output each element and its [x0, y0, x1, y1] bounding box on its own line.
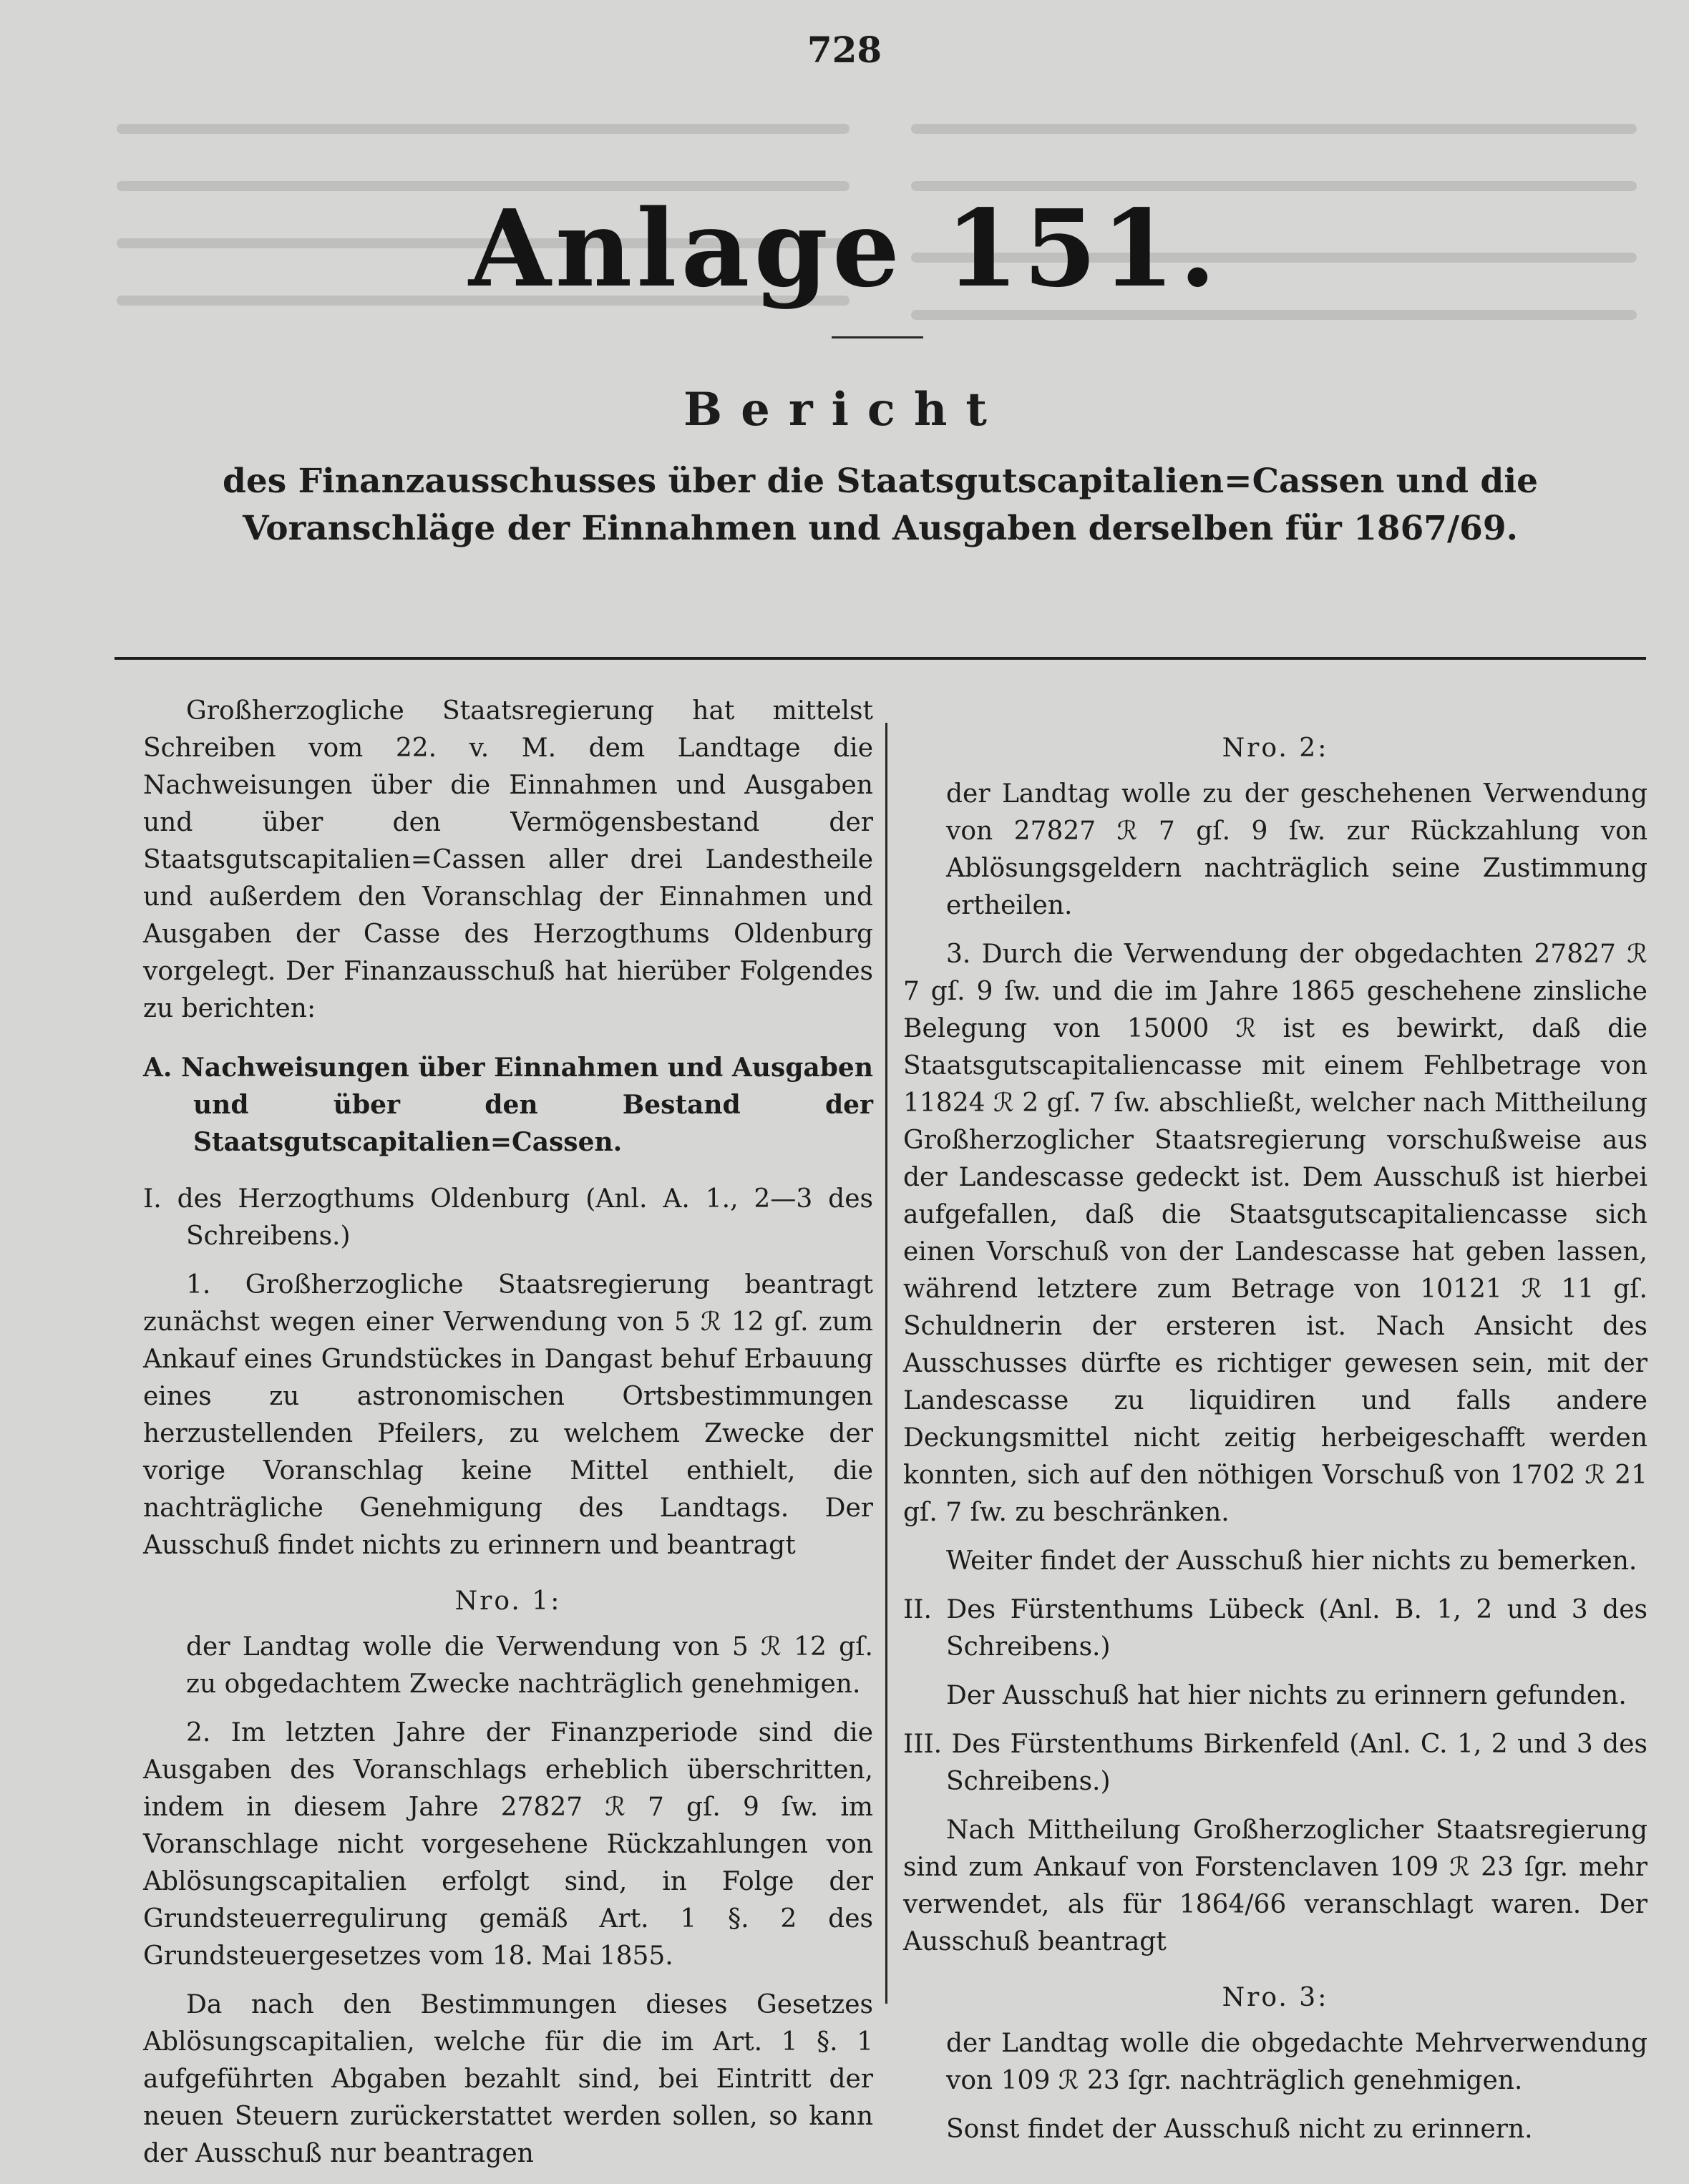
column-divider	[885, 723, 887, 2004]
closing-paragraph: Sonst findet der Ausschuß nicht zu erinnern.	[946, 2115, 1533, 2144]
left-column	[143, 693, 873, 2184]
section-lubeck-heading: II. Des Fürstenthums Lübeck (Anl. B. 1, 2 und 3 des Schreibens.)	[903, 1595, 1647, 1662]
paragraph-2-continued: Da nach den Bestimmungen dieses Gesetzes Ablösungscapitalien, welche für die im Art. 1 §. 1 aufgeführten Abgaben bezahlt sind, bei Eintritt der neuen Steuern zurückerstattet werden sollen, so kann der Ausschuß nur beantragen	[143, 1990, 873, 2168]
motion-1-heading: Nro. 1:	[454, 1586, 562, 1616]
paragraph-1: 1. Großherzogliche Staatsregierung beantragt zunächst wegen einer Verwendung von 5 ℛ 12 gſ. zum Ankauf eines Grundstückes in Dangast behuf Erbauung eines zu astronomischen Ortsbestimmungen herzustellenden Pfeilers, zu welchem Zwecke der vorige Voranschlag keine Mittel enthielt, die nachträgliche Genehmigung des Landtags. Der Ausschuß findet nichts zu erinnern und beantragt	[143, 1270, 873, 1560]
birkenfeld-paragraph: Nach Mittheilung Großherzoglicher Staatsregierung sind zum Ankauf von Forstenclaven 109 ℛ 23 ſgr. mehr verwendet, als für 1864/66 veranschlagt waren. Der Ausschuß beantragt	[903, 1815, 1647, 1956]
report-label: Bericht	[683, 383, 1006, 437]
paragraph-2: 2. Im letzten Jahre der Finanzperiode sind die Ausgaben des Voranschlags erheblich überschritten, indem in diesem Jahre 27827 ℛ 7 gſ. 9 ſw. im Voranschlage nicht vorgesehene Rückzahlungen von Ablösungscapitalien erfolgt sind, in Folge der Grundsteuerregulirung gemäß Art. 1 §. 2 des Grundsteuergesetzes vom 18. Mai 1855.	[143, 1718, 873, 1971]
right-column	[903, 730, 1647, 2160]
annex-title: Anlage 151.	[468, 186, 1221, 311]
lubeck-paragraph: Der Ausschuß hat hier nichts zu erinnern gefunden.	[946, 1681, 1627, 1710]
motion-1-text: der Landtag wolle die Verwendung von 5 ℛ 12 gſ. zu obgedachtem Zwecke nachträglich genehmigen.	[186, 1632, 873, 1699]
title-rule	[832, 336, 923, 338]
no-remark-paragraph: Weiter findet der Ausschuß hier nichts zu bemerken.	[946, 1546, 1637, 1576]
page-number: 728	[807, 29, 882, 71]
motion-2-heading: Nro. 2:	[1222, 733, 1329, 763]
motion-3-text: der Landtag wolle die obgedachte Mehrverwendung von 109 ℛ 23 ſgr. nachträglich genehmigen.	[946, 2029, 1647, 2095]
report-title: des Finanzausschusses über die Staatsgutscapitalien=Cassen und die Voranschläge der Einnahmen und Ausgaben derselben für 1867/69.	[223, 462, 1538, 548]
motion-2-text: der Landtag wolle zu der geschehenen Verwendung von 27827 ℛ 7 gſ. 9 ſw. zur Rückzahlung von Ablösungsgeldern nachträglich seine Zustimmung ertheilen.	[946, 779, 1647, 920]
motion-3-heading: Nro. 3:	[1222, 1983, 1329, 2012]
section-birkenfeld-heading: III. Des Fürstenthums Birkenfeld (Anl. C. 1, 2 und 3 des Schreibens.)	[903, 1730, 1647, 1796]
section-a-heading: A. Nachweisungen über Einnahmen und Ausgaben und über den Bestand der Staatsgutscapitalien=Cassen.	[143, 1053, 873, 1157]
intro-paragraph: Großherzogliche Staatsregierung hat mittelst Schreiben vom 22. v. M. dem Landtage die Nachweisungen über die Einnahmen und Ausgaben und über den Vermögensbestand der Staatsgutscapitalien=Cassen aller drei Landestheile und außerdem den Voranschlag der Einnahmen und Ausgaben der Casse des Herzogthums Oldenburg vorgelegt. Der Finanzausschuß hat hierüber Folgendes zu berichten:	[143, 696, 873, 1023]
paragraph-3: 3. Durch die Verwendung der obgedachten 27827 ℛ 7 gſ. 9 ſw. und die im Jahre 1865 geschehene zinsliche Belegung von 15000 ℛ ist es bewirkt, daß die Staatsgutscapitaliencasse mit einem Fehlbetrage von 11824 ℛ 2 gſ. 7 ſw. abschließt, welcher nach Mittheilung Großherzoglicher Staatsregierung vorschußweise aus der Landescasse gedeckt ist. Dem Ausschuß ist hierbei aufgefallen, daß die Staatsgutscapitaliencasse sich einen Vorschuß von der Landescasse hat geben lassen, während letztere zum Betrage von 10121 ℛ 11 gſ. Schuldnerin der ersteren ist. Nach Ansicht des Ausschusses dürfte es richtiger gewesen sein, mit der Landescasse zu liquidiren und falls andere Deckungsmittel nicht zeitig herbeigeschafft werden konnten, sich auf den nöthigen Vorschuß von 1702 ℛ 21 gſ. 7 ſw. zu beschränken.	[903, 940, 1647, 1527]
header-divider	[115, 657, 1646, 660]
section-oldenburg-heading: I. des Herzogthums Oldenburg (Anl. A. 1., 2—3 des Schreibens.)	[143, 1184, 873, 1251]
